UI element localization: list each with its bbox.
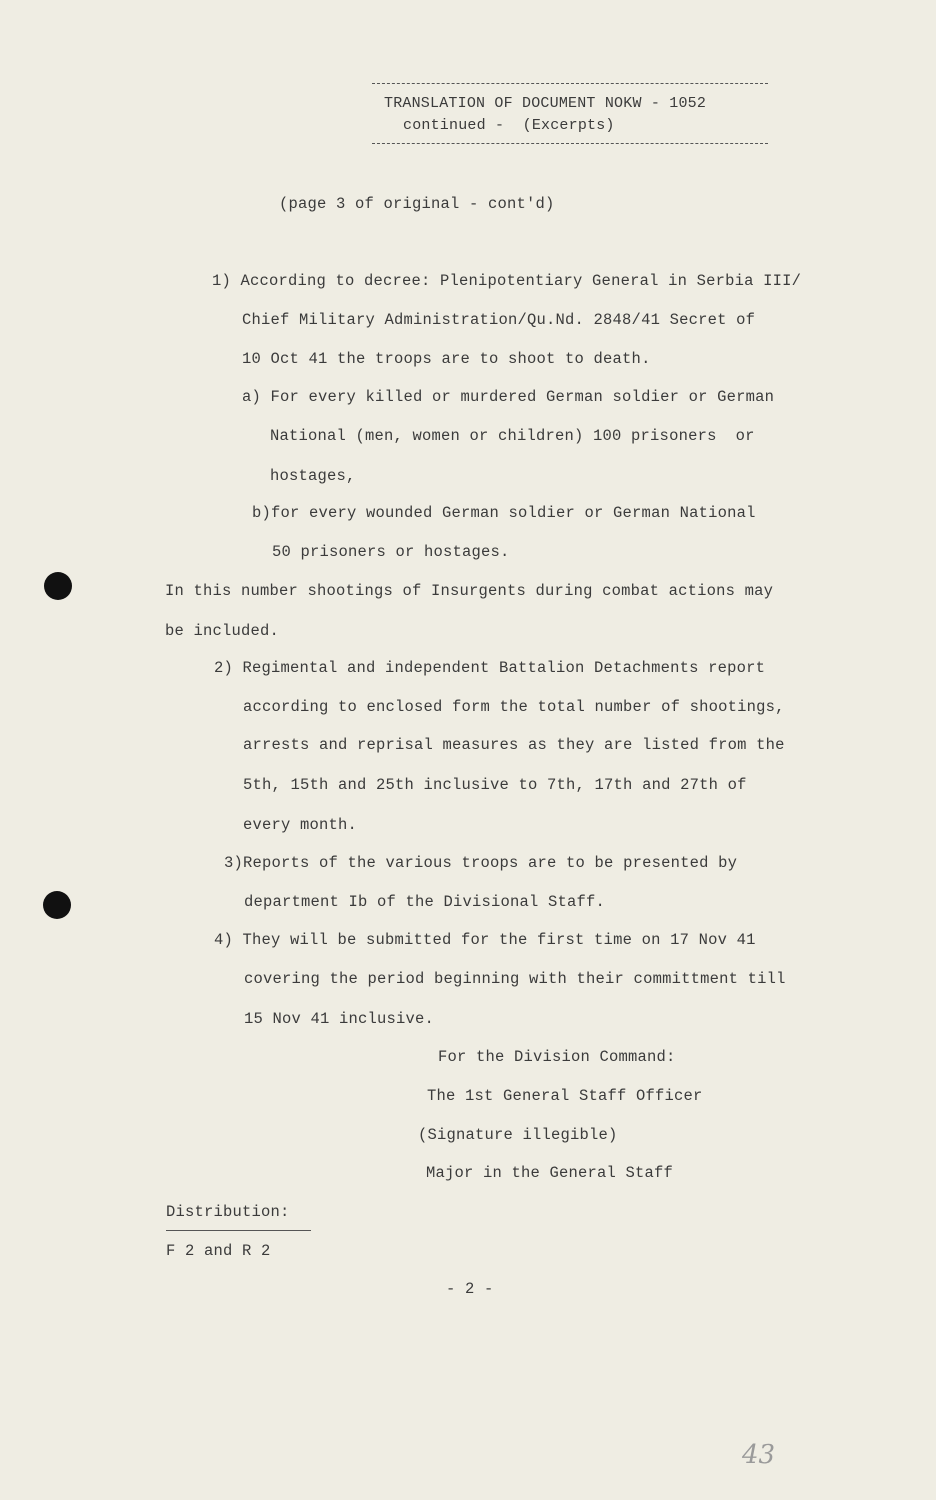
page-reference: (page 3 of original - cont'd) [279,195,555,213]
body-line: every month. [243,816,358,834]
body-line: according to enclosed form the total number of shootings, [243,698,785,716]
body-line: 10 Oct 41 the troops are to shoot to death. [242,350,651,368]
body-line: 3)Reports of the various troops are to be presented by [224,854,738,872]
header-bottom-rule [372,143,768,144]
body-line: Chief Military Administration/Qu.Nd. 2848/41 Secret of [242,311,756,329]
page-number: - 2 - [446,1280,494,1298]
body-line: department Ib of the Divisional Staff. [244,893,606,911]
body-line: b)for every wounded German soldier or German National [252,504,756,522]
body-line: hostages, [270,467,356,485]
handwritten-folio-number: 43 [742,1440,776,1470]
distribution-heading: Distribution: [166,1203,290,1221]
document-subtitle: continued - (Excerpts) [403,117,615,134]
signature-line: The 1st General Staff Officer [427,1087,703,1105]
body-line: 4) They will be submitted for the first time on 17 Nov 41 [214,931,756,949]
body-line: 15 Nov 41 inclusive. [244,1010,435,1028]
body-line: In this number shootings of Insurgents during combat actions may [165,582,774,600]
distribution-rule [166,1230,311,1231]
punch-hole-upper [44,572,72,600]
signature-line: Major in the General Staff [426,1164,674,1182]
body-line: 5th, 15th and 25th inclusive to 7th, 17th and 27th of [243,776,747,794]
body-line: 50 prisoners or hostages. [272,543,510,561]
body-line: arrests and reprisal measures as they are listed from the [243,736,785,754]
body-line: be included. [165,622,280,640]
distribution-value: F 2 and R 2 [166,1242,271,1260]
body-line: covering the period beginning with their committment till [244,970,786,988]
body-line: 2) Regimental and independent Battalion Detachments report [214,659,766,677]
signature-line: For the Division Command: [438,1048,676,1066]
signature-line: (Signature illegible) [418,1126,618,1144]
header-top-rule [372,83,768,84]
body-line: National (men, women or children) 100 prisoners or [270,427,755,445]
body-line: 1) According to decree: Plenipotentiary General in Serbia III/ [212,272,802,290]
document-title: TRANSLATION OF DOCUMENT NOKW - 1052 [384,95,707,112]
body-line: a) For every killed or murdered German soldier or German [242,388,775,406]
punch-hole-lower [43,891,71,919]
